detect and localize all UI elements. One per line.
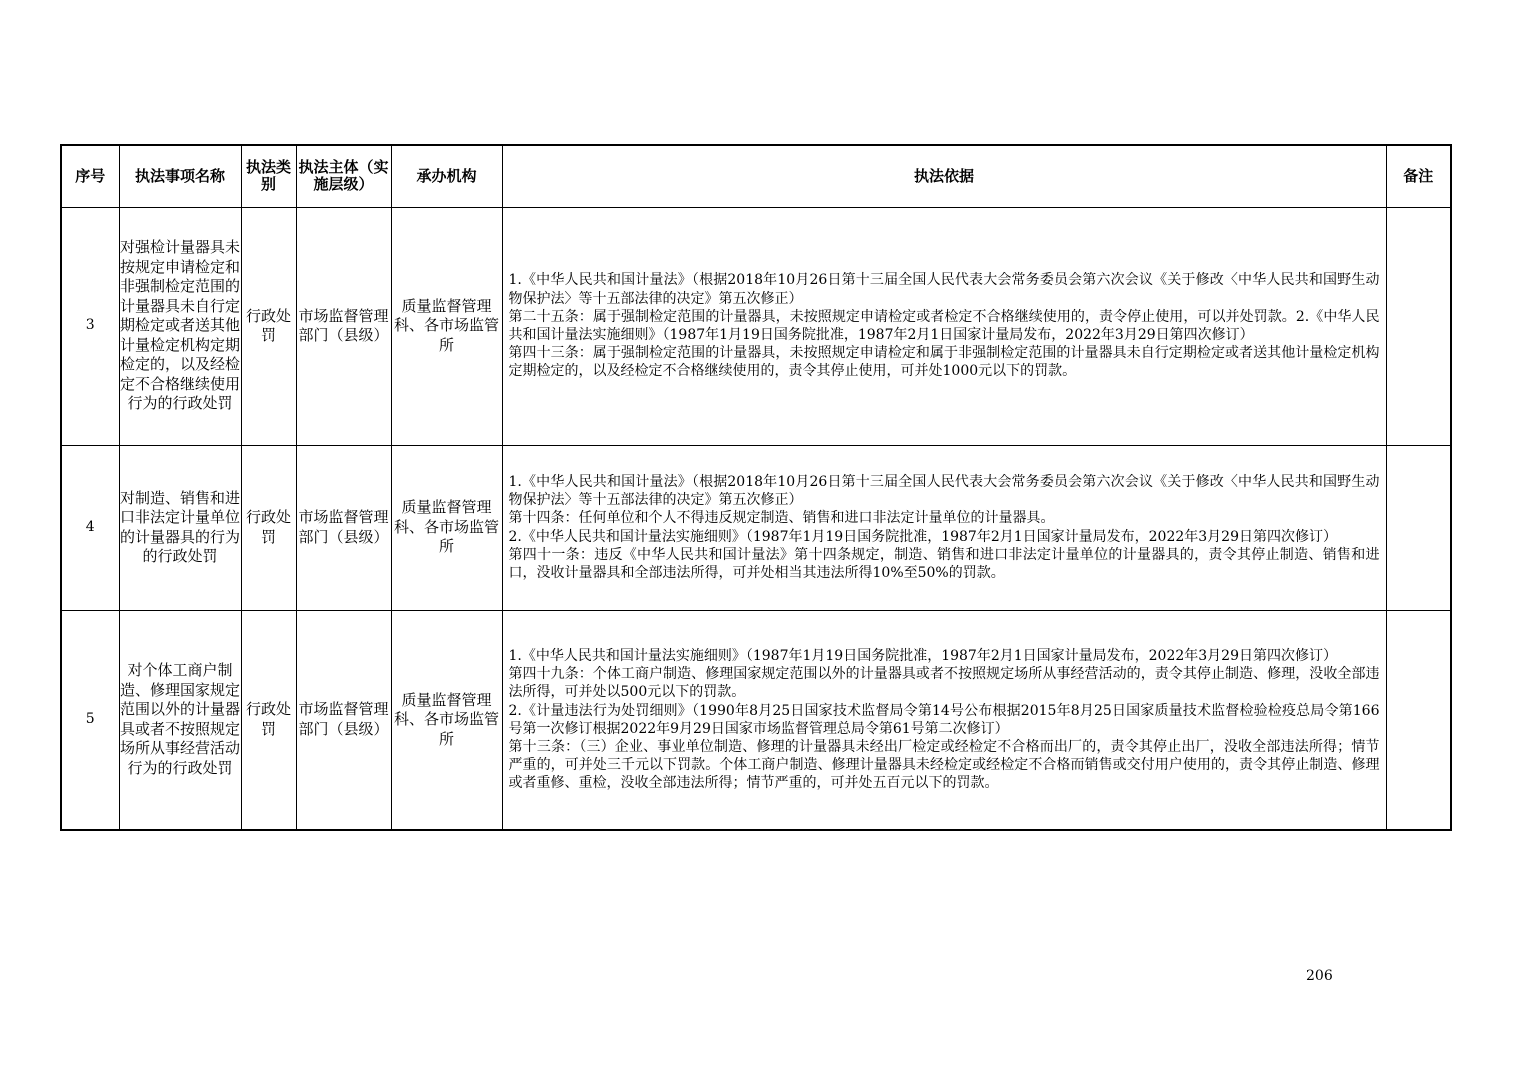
- basis-paragraph: 1.《中华人民共和国计量法》（根据2018年10月26日第十三届全国人民代表大会常务委员会第六次会议《关于修改〈中华人民共和国野生动物保护法〉等十五部法律的决定》第五次修正）: [508, 272, 1380, 307]
- cell-item-name: 对强检计量器具未按规定申请检定和非强制检定范围的计量器具未自行定期检定或者送其他计量检定机构定期检定的，以及经检定不合格继续使用行为的行政处罚: [119, 207, 241, 445]
- cell-remarks: [1386, 207, 1451, 445]
- header-item-name: 执法事项名称: [119, 145, 241, 207]
- cell-seq: 4: [61, 445, 119, 610]
- header-undertaker: 承办机构: [391, 145, 502, 207]
- cell-remarks: [1386, 445, 1451, 610]
- cell-basis: [502, 207, 1386, 445]
- table-row: [61, 610, 1451, 830]
- basis-paragraph: 第十三条：（三）企业、事业单位制造、修理的计量器具未经出厂检定或经检定不合格而出厂的，责令其停止出厂，没收全部违法所得；情节严重的，可并处三千元以下罚款。个体工商户制造、修理计量器具未经检定或经检定不合格而销售或交付用户使用的，责令其停止制造、修理或者重修、重检，没收全部违法所得；情节严重的，可并处五百元以下的罚款。: [508, 738, 1380, 792]
- enforcement-table: [60, 144, 1452, 831]
- basis-paragraph: 第四十九条：个体工商户制造、修理国家规定范围以外的计量器具或者不按照规定场所从事经营活动的，责令其停止制造、修理，没收全部违法所得，可并处以500元以下的罚款。: [508, 666, 1380, 701]
- cell-seq: 3: [61, 207, 119, 445]
- header-seq: 序号: [61, 145, 119, 207]
- header-row: [61, 145, 1451, 207]
- cell-undertaker: 质量监督管理科、各市场监管所: [391, 610, 502, 830]
- basis-paragraph: 1.《中华人民共和国计量法实施细则》（1987年1月19日国务院批准，1987年2月1日国家计量局发布，2022年3月29日第四次修订）: [508, 647, 1337, 664]
- cell-category: 行政处罚: [241, 445, 296, 610]
- cell-subject: 市场监督管理部门（县级）: [296, 207, 391, 445]
- cell-category: 行政处罚: [241, 610, 296, 830]
- cell-category: 行政处罚: [241, 207, 296, 445]
- table-row: [61, 207, 1451, 445]
- header-basis: 执法依据: [502, 145, 1386, 207]
- header-subject: 执法主体（实施层级）: [296, 145, 391, 207]
- cell-basis: [502, 445, 1386, 610]
- basis-paragraph: 2.《计量违法行为处罚细则》（1990年8月25日国家技术监督局令第14号公布根据2015年8月25日国家质量技术监督检验检疫总局令第166号第一次修订根据2022年9月29日国家市场监督管理总局令第61号第二次修订）: [508, 702, 1380, 737]
- basis-paragraph: 第二十五条：属于强制检定范围的计量器具，未按照规定申请检定或者检定不合格继续使用的，责令停止使用，可以并处罚款。2.《中华人民共和国计量法实施细则》（1987年1月19日国务院批准，1987年2月1日国家计量局发布，2022年3月29日第四次修订）: [508, 308, 1380, 343]
- basis-paragraph: 1.《中华人民共和国计量法》（根据2018年10月26日第十三届全国人民代表大会常务委员会第六次会议《关于修改〈中华人民共和国野生动物保护法〉等十五部法律的决定》第五次修正）: [508, 473, 1380, 509]
- basis-paragraph: 第四十三条：属于强制检定范围的计量器具，未按照规定申请检定和属于非强制检定范围的计量器具未自行定期检定或者送其他计量检定机构定期检定的，以及经检定不合格继续使用的，责令其停止使用，可并处1000元以下的罚款。: [508, 345, 1380, 380]
- cell-remarks: [1386, 610, 1451, 830]
- table-row: [61, 445, 1451, 610]
- cell-undertaker: 质量监督管理科、各市场监管所: [391, 207, 502, 445]
- basis-paragraph: 2.《中华人民共和国计量法实施细则》（1987年1月19日国务院批准，1987年2月1日国家计量局发布，2022年3月29日第四次修订）: [508, 528, 1337, 545]
- cell-undertaker: 质量监督管理科、各市场监管所: [391, 445, 502, 610]
- basis-paragraph: 第十四条：任何单位和个人不得违反规定制造、销售和进口非法定计量单位的计量器具。: [508, 510, 1055, 527]
- basis-paragraph: 第四十一条：违反《中华人民共和国计量法》第十四条规定，制造、销售和进口非法定计量单位的计量器具的，责令其停止制造、销售和进口，没收计量器具和全部违法所得，可并处相当其违法所得10%至50%的罚款。: [508, 546, 1380, 581]
- cell-item-name: 对制造、销售和进口非法定计量单位的计量器具的行为的行政处罚: [119, 445, 241, 610]
- cell-subject: 市场监督管理部门（县级）: [296, 445, 391, 610]
- cell-seq: 5: [61, 610, 119, 830]
- cell-subject: 市场监督管理部门（县级）: [296, 610, 391, 830]
- header-remarks: 备注: [1386, 145, 1451, 207]
- page-number: 206: [1306, 968, 1333, 984]
- cell-item-name: 对个体工商户制造、修理国家规定范围以外的计量器具或者不按照规定场所从事经营活动行为的行政处罚: [119, 610, 241, 830]
- cell-basis: [502, 610, 1386, 830]
- header-category: 执法类别: [241, 145, 296, 207]
